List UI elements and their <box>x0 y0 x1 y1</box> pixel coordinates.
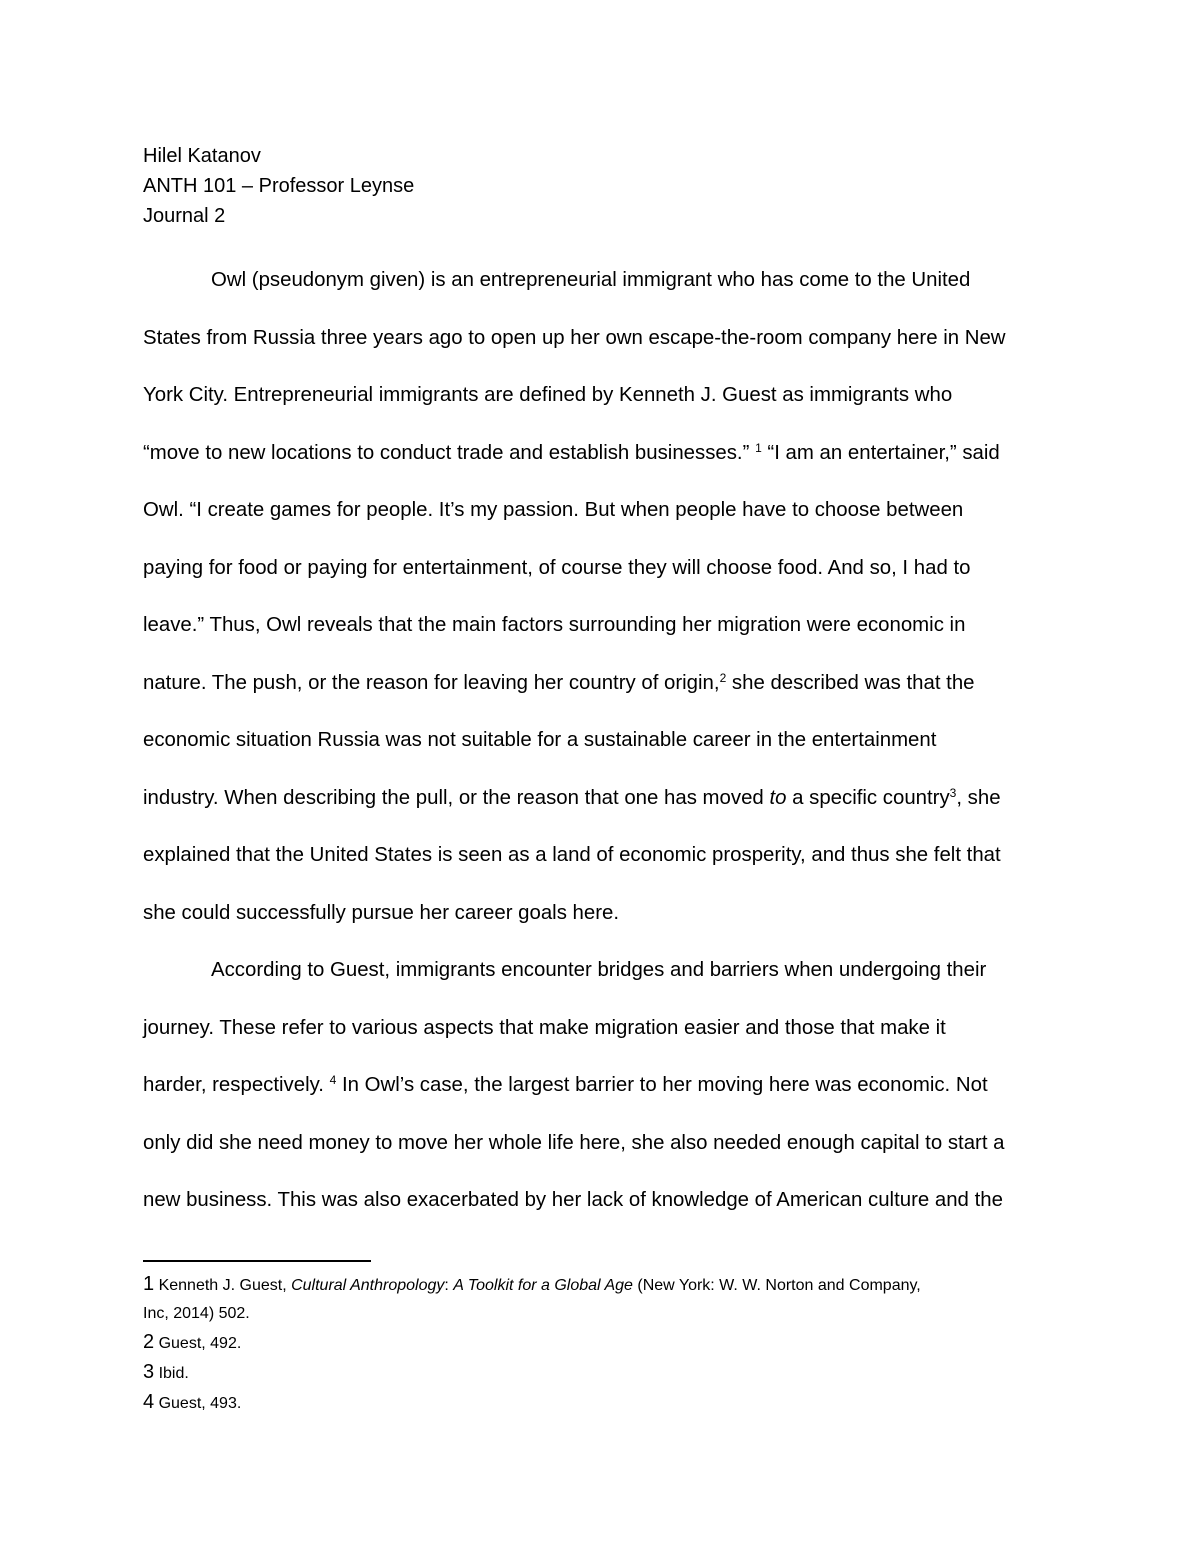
line-text: nature. The push, or the reason for leaving her country of origin, <box>143 671 720 694</box>
line-text: a specific country <box>786 786 950 809</box>
footnotes <box>143 1270 1055 1418</box>
footnote-separator <box>143 1260 371 1262</box>
footnote-ref: 2 <box>719 670 727 685</box>
body-line: States from Russia three years ago to open up her own escape-the-room company here in New <box>143 326 1006 349</box>
italic-text: to <box>769 786 787 809</box>
body-line: paying for food or paying for entertainment, of course they will choose food. And so, I had to <box>143 556 971 579</box>
footnote-italic: A Toolkit for a Global Age <box>453 1277 633 1294</box>
footnote-ref: 4 <box>329 1073 337 1087</box>
body-line <box>143 1057 1055 1115</box>
line-text: In Owl’s case, the largest barrier to her moving here was economic. Not <box>336 1074 988 1096</box>
footnote-text: Guest, 493. <box>154 1395 242 1412</box>
document-header <box>143 141 1043 231</box>
footnote-2 <box>143 1328 1055 1358</box>
body-line <box>143 425 1055 483</box>
body-line: York City. Entrepreneurial immigrants are defined by Kenneth J. Guest as immigrants who <box>143 384 953 406</box>
footnote-1 <box>143 1270 1055 1300</box>
body-line: economic situation Russia was not suitable for a sustainable career in the entertainment <box>143 729 937 751</box>
footnote-text: : <box>444 1277 454 1294</box>
line-text: “move to new locations to conduct trade and establish businesses.” <box>143 441 750 464</box>
line-text: she described was that the <box>726 671 975 694</box>
footnote-ref: 1 <box>755 440 762 455</box>
footnote-text: (New York: W. W. Norton and Company, <box>632 1277 921 1294</box>
body-line: explained that the United States is seen as a land of economic prosperity, and thus she felt that <box>143 844 1001 866</box>
body-line: only did she need money to move her whole life here, she also needed enough capital to start a <box>143 1131 1005 1154</box>
footnote-3 <box>143 1358 1055 1388</box>
footnote-number: 3 <box>143 1361 155 1383</box>
footnote-number: 1 <box>143 1273 155 1295</box>
body-line: she could successfully pursue her career goals here. <box>143 901 620 924</box>
footnote-italic: Cultural Anthropology <box>291 1277 445 1294</box>
line-text: , she <box>956 786 1001 809</box>
author-name: Hilel Katanov <box>143 145 261 167</box>
line-text: harder, respectively. <box>143 1074 324 1096</box>
footnote-4 <box>143 1388 1055 1418</box>
footnote-text: Guest, 492. <box>154 1335 242 1352</box>
line-text: “I am an entertainer,” said <box>761 441 1000 464</box>
body-line: journey. These refer to various aspects that make migration easier and those that make it <box>143 1016 946 1039</box>
footnote-text: Ibid. <box>154 1365 189 1382</box>
footnote-1-continued: Inc, 2014) 502. <box>143 1305 250 1322</box>
body-line: new business. This was also exacerbated by her lack of knowledge of American culture and the <box>143 1189 1003 1211</box>
body-line: leave.” Thus, Owl reveals that the main factors surrounding her migration were economic in <box>143 614 966 636</box>
document-title: Journal 2 <box>143 205 226 227</box>
footnote-number: 4 <box>143 1391 155 1413</box>
document-body <box>143 252 1055 1230</box>
body-line <box>143 770 1055 828</box>
course-info: ANTH 101 – Professor Leynse <box>143 175 415 197</box>
footnote-number: 2 <box>143 1331 155 1353</box>
body-line: Owl. “I create games for people. It’s my passion. But when people have to choose between <box>143 499 964 521</box>
footnote-ref: 3 <box>949 785 957 800</box>
line-text: industry. When describing the pull, or the reason that one has moved <box>143 786 764 809</box>
body-line <box>143 655 1055 713</box>
footnote-text: Kenneth J. Guest, <box>154 1277 292 1294</box>
body-line: Owl (pseudonym given) is an entrepreneurial immigrant who has come to the United <box>211 269 971 291</box>
body-line: According to Guest, immigrants encounter bridges and barriers when undergoing their <box>211 959 987 981</box>
